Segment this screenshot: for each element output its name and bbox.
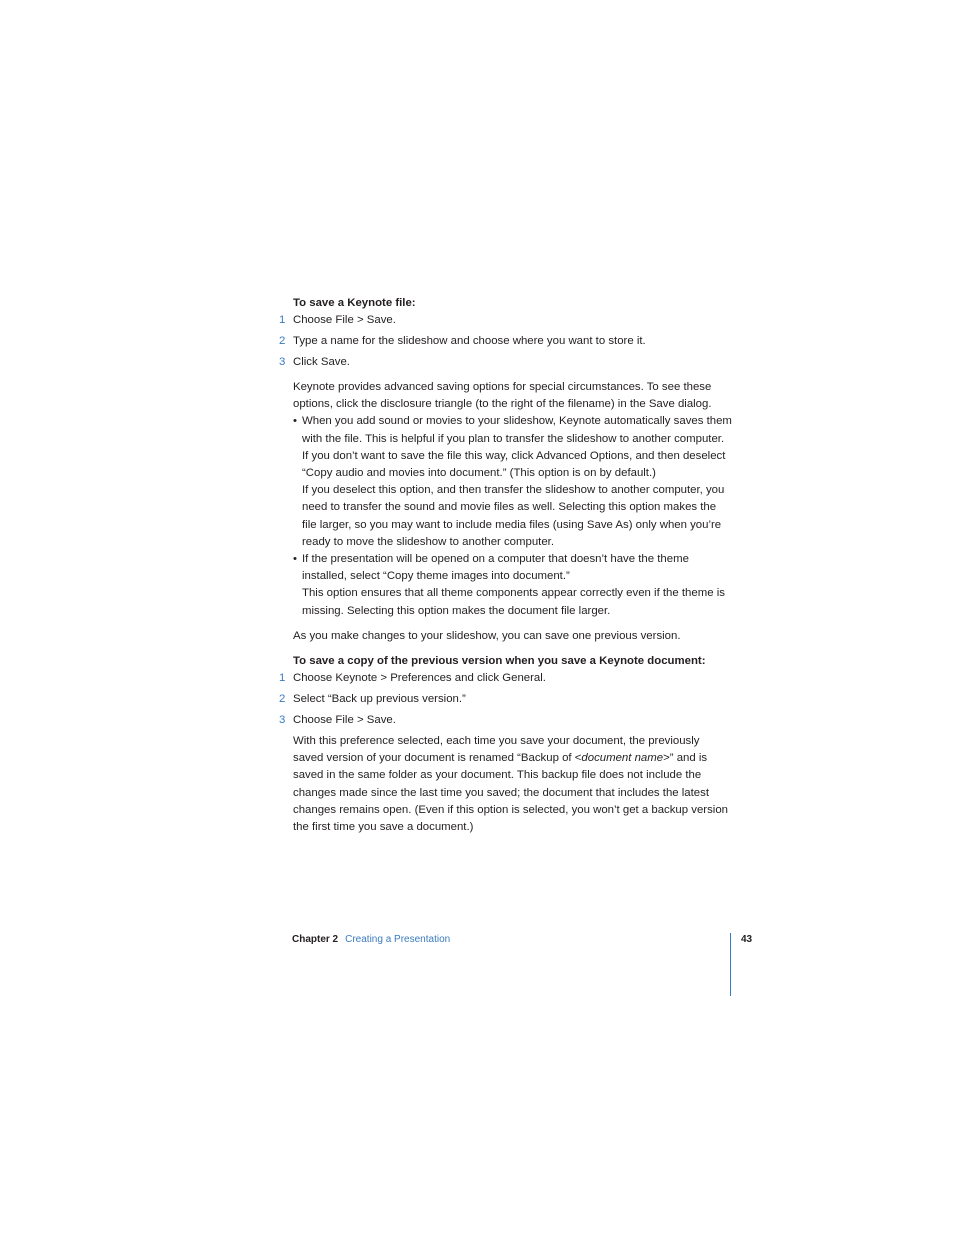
step-text: Select “Back up previous version.” xyxy=(293,693,466,706)
explanation-text: With this preference selected, each time you save your document, the previously saved version of your document is renamed “Backup of < xyxy=(293,735,700,765)
step-number: 3 xyxy=(279,713,286,726)
step-text: Choose Keynote > Preferences and click General. xyxy=(293,672,546,685)
bullet-mark: • xyxy=(293,553,297,566)
step-item xyxy=(279,333,733,350)
step-text: Type a name for the slideshow and choose where you want to store it. xyxy=(293,335,646,347)
bullet-item xyxy=(293,551,733,585)
step-number: 1 xyxy=(279,314,286,327)
section-heading: To save a Keynote file: xyxy=(293,297,416,309)
step-text: Click Save. xyxy=(293,355,350,368)
bullet-follow-paragraph: If you deselect this option, and then transfer the slideshow to another computer, you need to transfer the sound and movie files as well. Selecting this option makes the file larger, so you may want to include media files (using Save As) only when you’re ready to move the slideshow to another computer. xyxy=(302,484,725,548)
footer-divider xyxy=(730,933,731,996)
step-text: Choose File > Save. xyxy=(293,314,396,327)
bullet-follow-paragraph: This option ensures that all theme components appear correctly even if the theme is missing. Selecting this option makes the document file larger. xyxy=(302,587,725,617)
page-footer xyxy=(292,933,450,947)
explanation-paragraph xyxy=(293,733,733,836)
footer-chapter-title: Creating a Presentation xyxy=(345,934,451,945)
step-number: 1 xyxy=(279,672,286,685)
page-number: 43 xyxy=(741,934,753,945)
page-body xyxy=(279,295,733,836)
bullet-mark: • xyxy=(293,415,297,428)
explanation-text: >” and is saved in the same folder as your document. This backup file does not include the changes made since the last time you saved; the document that includes the latest changes remains open. (Even if this option is selected, you won’t get a backup version the first time you save a document.) xyxy=(293,752,728,834)
step-number: 2 xyxy=(279,335,286,347)
step-item xyxy=(279,670,733,687)
step-number: 3 xyxy=(279,355,286,368)
step-item xyxy=(279,312,733,329)
section-heading: To save a copy of the previous version when you save a Keynote document: xyxy=(293,655,706,668)
step-item xyxy=(279,691,733,708)
step-number: 2 xyxy=(279,693,286,706)
bullet-text: If the presentation will be opened on a computer that doesn’t have the theme installed, select “Copy theme images into document.” xyxy=(302,553,689,583)
footer-chapter: Chapter 2 xyxy=(292,934,339,945)
intro-paragraph: Keynote provides advanced saving options for special circumstances. To see these options, click the disclosure triangle (to the right of the filename) in the Save dialog. xyxy=(293,381,712,411)
closing-paragraph: As you make changes to your slideshow, you can save one previous version. xyxy=(293,629,681,642)
step-item xyxy=(279,712,733,729)
bullet-text: When you add sound or movies to your slideshow, Keynote automatically saves them with the file. This is helpful if you plan to transfer the slideshow to another computer. If you don’t want to save the file this way, click Advanced Options, and then deselect “Copy audio and movies into document.” (This option is on by default.) xyxy=(302,415,732,480)
explanation-italic: document name xyxy=(581,752,664,765)
step-item xyxy=(279,354,733,371)
bullet-item xyxy=(293,413,733,482)
step-text: Choose File > Save. xyxy=(293,713,396,726)
